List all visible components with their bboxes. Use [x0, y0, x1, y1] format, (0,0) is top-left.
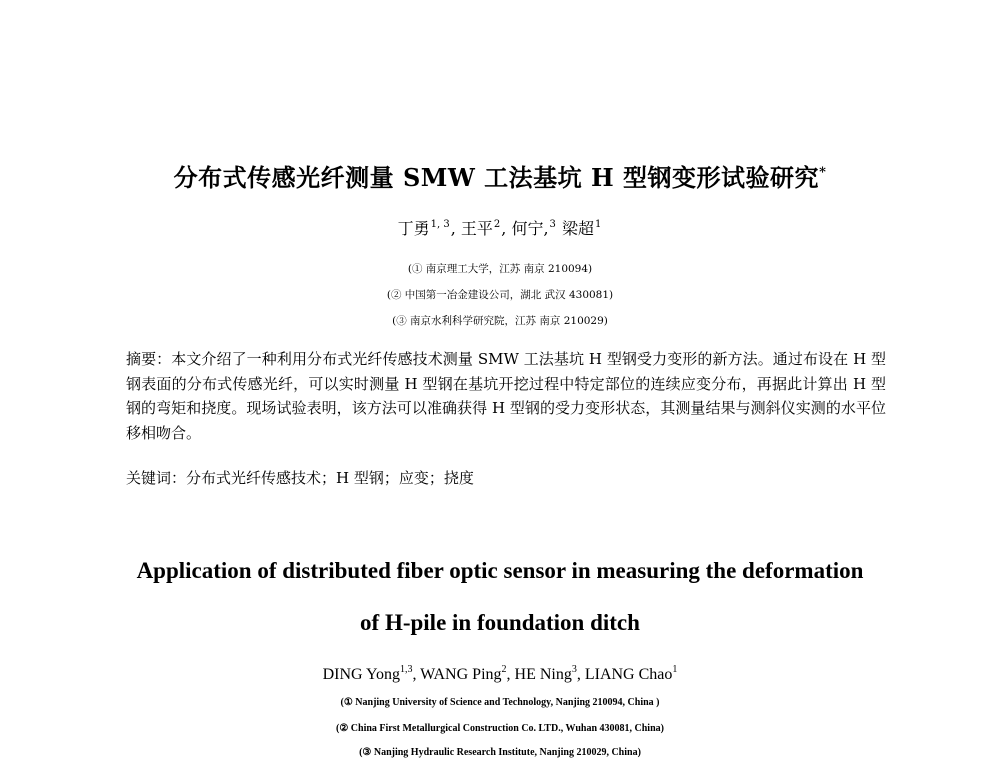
- chinese-affiliation-3: (③ 南京水利科学研究院，江苏 南京 210029): [392, 315, 608, 327]
- chinese-keywords: 关键词：分布式光纤传感技术；H 型钢；应变；挠度: [126, 469, 474, 487]
- author-name: 何宁,: [511, 219, 549, 238]
- chinese-title: [0, 158, 1000, 193]
- author-affil-mark: 1, 3: [430, 219, 450, 230]
- author-name: 丁勇: [397, 219, 430, 238]
- english-affiliation-3: (③ Nanjing Hydraulic Research Institute, Nanjing 210029, China): [359, 747, 641, 758]
- author-separator: ,: [576, 666, 585, 683]
- author-name: 王平: [460, 219, 493, 238]
- author-name: DING Yong: [322, 666, 400, 683]
- chinese-affiliation-2: (② 中国第一冶金建设公司，湖北 武汉 430081): [386, 289, 614, 301]
- english-authors: [0, 664, 1000, 684]
- author-affil-mark: 2: [493, 219, 501, 230]
- author-separator: ,: [412, 666, 421, 683]
- author-separator: ,: [450, 219, 461, 238]
- author-name: 梁超: [562, 219, 595, 238]
- english-title-line-1: Application of distributed fiber optic sensor in measuring the deformation: [136, 558, 864, 583]
- chinese-title-text: 分布式传感光纤测量 SMW 工法基坑 H 型钢变形试验研究: [173, 163, 820, 192]
- author-separator: ,: [506, 666, 515, 683]
- author-separator: ,: [501, 219, 512, 238]
- author-name: HE Ning: [514, 666, 572, 683]
- english-affiliation-1: (① Nanjing University of Science and Technology, Nanjing 210094, China ): [340, 697, 660, 708]
- chinese-affiliation-1: (① 南京理工大学，江苏 南京 210094): [407, 263, 593, 275]
- english-title-line-2: of H-pile in foundation ditch: [360, 610, 640, 635]
- title-footnote-mark: *: [819, 165, 827, 180]
- chinese-abstract: 摘要：本文介绍了一种利用分布式光纤传感技术测量 SMW 工法基坑 H 型钢受力变形的新方法。通过布设在 H 型钢表面的分布式传感光纤，可以实时测量 H 型钢在基坑开挖过程中特定部位的连续应变分布，再据此计算出 H 型钢的弯矩和挠度。现场试验表明，该方法可以准确获得 H 型钢的受力变形状态，其测量结果与测斜仪实测的水平位移相吻合。: [126, 350, 886, 442]
- chinese-authors: [0, 216, 1000, 239]
- author-name: LIANG Chao: [584, 666, 673, 683]
- author-affil-mark: 1: [672, 664, 678, 675]
- author-affil-mark: 1,3: [399, 664, 413, 675]
- author-name: WANG Ping: [420, 666, 502, 683]
- author-affil-mark: 2: [501, 664, 507, 675]
- author-affil-mark: 3: [571, 664, 577, 675]
- english-affiliation-2: (② China First Metallurgical Construction Co. LTD., Wuhan 430081, China): [336, 723, 664, 734]
- author-affil-mark: 1: [595, 219, 602, 230]
- author-affil-mark: 3: [549, 219, 556, 230]
